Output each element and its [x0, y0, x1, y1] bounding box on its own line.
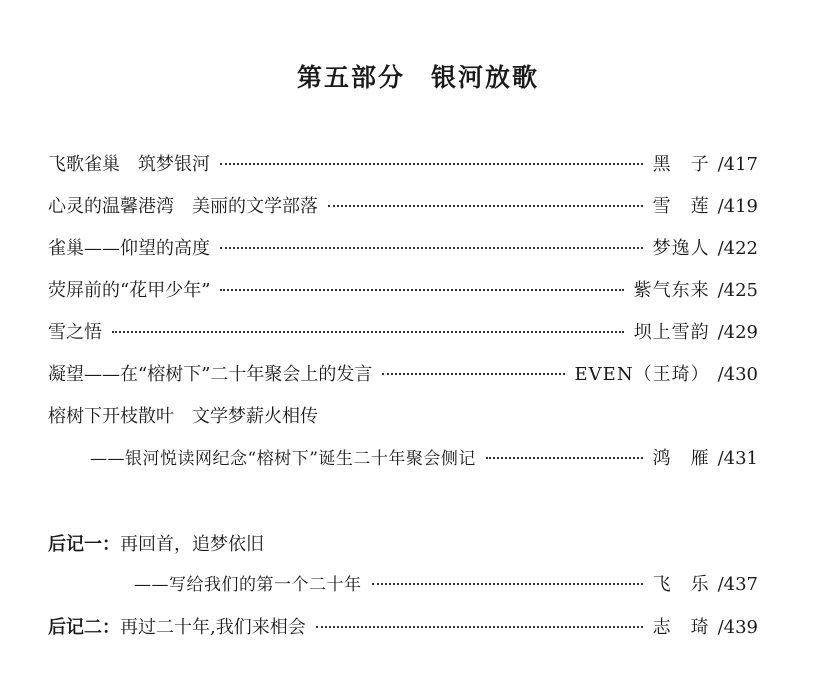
afterword-one-heading: [48, 530, 264, 556]
entry-author: 鸿 雁: [652, 448, 710, 469]
entry-page: /425: [717, 280, 758, 301]
entry-title: 雀巢——仰望的高度: [48, 238, 210, 259]
dot-leader: [382, 373, 564, 375]
afterword-two-entry[interactable]: [48, 613, 758, 641]
toc-entry-heading: [48, 402, 318, 428]
entry-author: 黑 子: [652, 154, 710, 175]
toc-entry[interactable]: [48, 192, 758, 220]
afterword-two-title: 再过二十年,我们来相会: [120, 617, 306, 638]
afterword-one-title: 再回首，追梦依旧: [120, 534, 264, 555]
afterword-one-label: 后记一：: [48, 534, 120, 555]
dot-leader: [328, 205, 643, 207]
toc-entry[interactable]: [48, 360, 758, 388]
dot-leader: [486, 457, 643, 459]
entry-author: 志 琦: [652, 617, 710, 638]
afterword-two-title-block: [48, 613, 306, 639]
toc-entry[interactable]: [48, 318, 758, 346]
entry-title: 雪之悟: [48, 322, 102, 343]
toc-entry[interactable]: [48, 234, 758, 262]
entry-page: /422: [717, 238, 758, 259]
entry-page: /437: [717, 574, 758, 595]
section-title-part: 第五部分: [296, 63, 405, 92]
entry-page: /429: [717, 322, 758, 343]
toc-entry[interactable]: [90, 444, 758, 472]
entry-title: 荧屏前的“花甲少年”: [48, 280, 211, 301]
entry-author: EVEN（王琦）: [574, 364, 710, 385]
entry-page: /430: [717, 364, 758, 385]
afterword-one-subtitle: ——写给我们的第一个二十年: [134, 575, 362, 595]
entry-title: 凝望——在“榕树下”二十年聚会上的发言: [48, 364, 373, 385]
entry-title: 心灵的温馨港湾 美丽的文学部落: [48, 196, 318, 217]
entry-page: /431: [717, 448, 758, 469]
entry-author: 梦逸人: [652, 238, 710, 259]
entry-title: 榕树下开枝散叶 文学梦薪火相传: [48, 406, 318, 427]
entry-author: 雪 莲: [652, 196, 710, 217]
entry-author: 坝上雪韵: [633, 322, 710, 343]
afterword-one-entry[interactable]: [134, 570, 758, 598]
entry-author: 飞 乐: [652, 574, 710, 595]
dot-leader: [220, 247, 643, 249]
dot-leader: [112, 331, 624, 333]
afterword-two-label: 后记二：: [48, 617, 120, 638]
dot-leader: [316, 626, 643, 628]
entry-page: /419: [717, 196, 758, 217]
dot-leader: [220, 289, 623, 291]
dot-leader: [372, 583, 643, 585]
dot-leader: [220, 163, 643, 165]
toc-entry[interactable]: [48, 276, 758, 304]
entry-page: /417: [717, 154, 758, 175]
entry-title: 飞歌雀巢 筑梦银河: [48, 154, 210, 175]
section-title: [0, 58, 836, 94]
toc-entry[interactable]: [48, 150, 758, 178]
entry-subtitle: ——银河悦读网纪念“榕树下”诞生二十年聚会侧记: [90, 449, 476, 469]
section-title-name: 银河放歌: [431, 63, 540, 92]
entry-author: 紫气东来: [633, 280, 710, 301]
entry-page: /439: [717, 617, 758, 638]
